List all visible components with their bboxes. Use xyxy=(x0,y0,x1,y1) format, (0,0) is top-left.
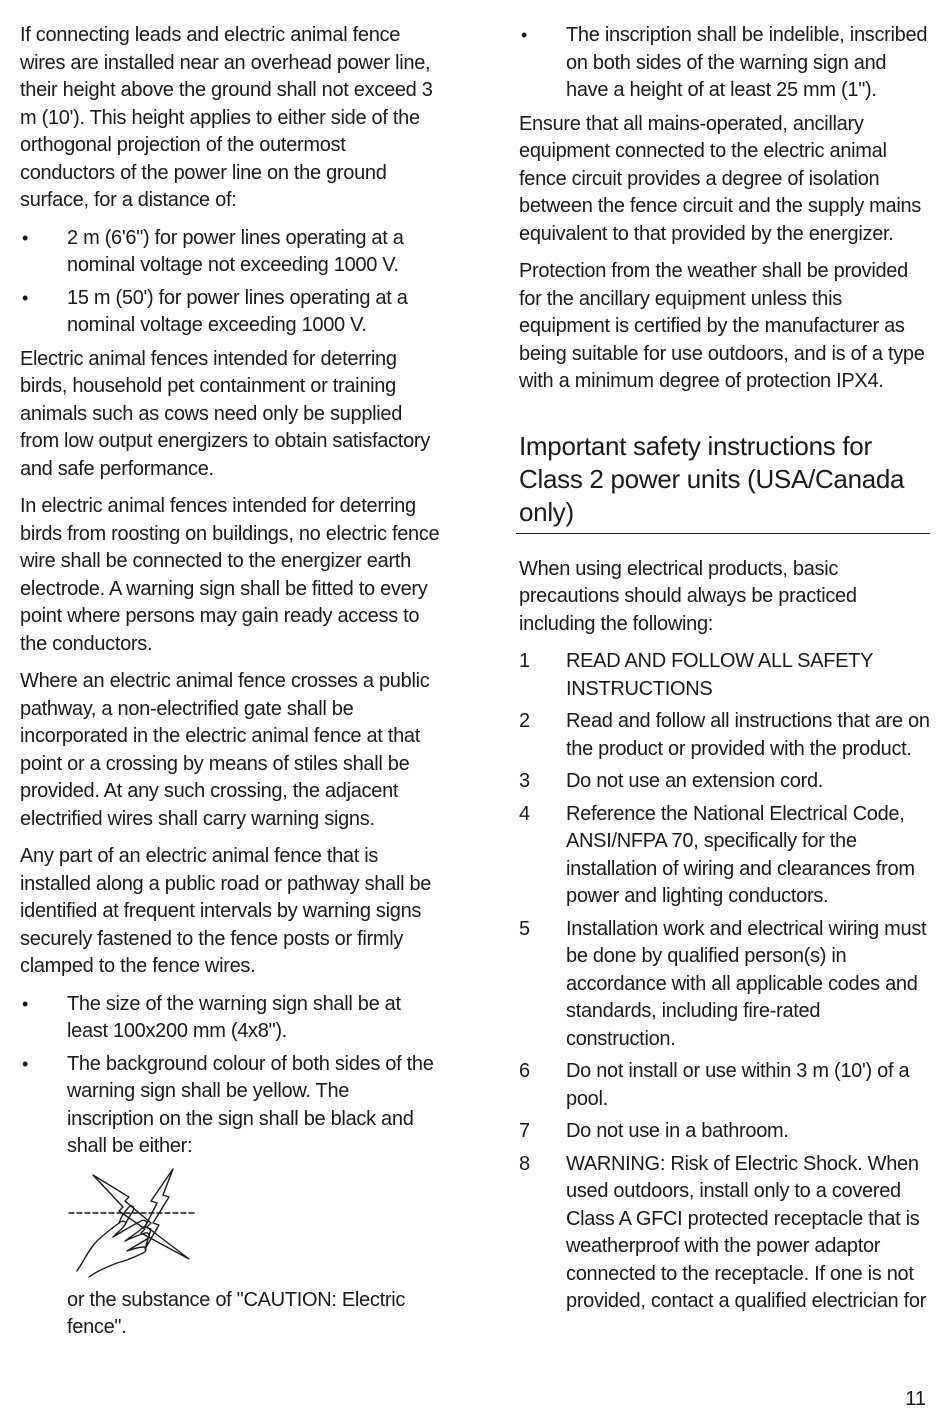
weather-protection-paragraph: Protection from the weather shall be provided for the ancillary equipment unless this equipment is certified by the manufacturer as being suitable for use outdoors, and is of a type with a minimum degree of protection IPX4. xyxy=(519,260,925,392)
list-item: 1 READ AND FOLLOW ALL SAFETY INSTRUCTIONS xyxy=(519,650,873,700)
isolation-paragraph: Ensure that all mains-operated, ancillary equipment connected to the electric animal fence circuit provides a degree of isolation between the fence circuit and the supply mains equivalent to that provided by the energizer. xyxy=(519,112,922,245)
list-item: • The size of the warning sign shall be at least 100x200 mm (4x8"). xyxy=(20,991,440,1046)
public-pathway-paragraph: Where an electric animal fence crosses a public pathway, a non-electrified gate shall be incorporated in the electric animal fence at that point or a crossing by means of stiles shall be provided. At any such crossing, the adjacent electrified wires shall carry warning signs. xyxy=(20,670,430,830)
precautions-intro: When using electrical products, basic precautions should always be practiced including the following: xyxy=(519,557,857,635)
distance-list xyxy=(20,225,440,340)
list-item: • The background colour of both sides of the warning sign shall be yellow. The inscription on the sign shall be black and shall be either: xyxy=(20,1051,440,1161)
list-item: 8 WARNING: Risk of Electric Shock. When used outdoors, install only to a covered Class A GFCI protected receptacle that is weatherproof with the power adaptor connected to the receptacle. If one is not provided, contact a qualified electrician for xyxy=(519,1152,927,1312)
electric-fence-warning-icon xyxy=(67,1167,440,1279)
list-item: 7 Do not use in a bathroom. xyxy=(519,1120,789,1142)
public-road-paragraph: Any part of an electric animal fence that is installed along a public road or pathway shall be identified at frequent intervals by warning signs securely fastened to the fence posts or firmly clamped to the fence wires. xyxy=(20,845,432,977)
list-item: 5 Installation work and electrical wiring must be done by qualified person(s) in accordance with all applicable codes and standards, including fire-rated construction. xyxy=(519,917,927,1050)
list-item: • The inscription shall be indelible, inscribed on both sides of the warning sign and have a height of at least 25 mm (1"). xyxy=(519,22,931,105)
inscription-list xyxy=(519,22,931,105)
heading-divider xyxy=(516,533,930,534)
low-output-paragraph: Electric animal fences intended for deterring birds, household pet containment or training animals such as cows need only be supplied from low output energizers to obtain satisfactory and safe performance. xyxy=(20,347,430,480)
list-item: 3 Do not use an extension cord. xyxy=(519,770,824,792)
list-item: 4 Reference the National Electrical Code, ANSI/NFPA 70, specifically for the installation of wiring and clearances from power and lighting conductors. xyxy=(519,802,915,907)
list-item: • 2 m (6'6") for power lines operating at a nominal voltage not exceeding 1000 V. xyxy=(20,225,440,280)
warning-sign-list xyxy=(20,991,440,1161)
list-item: 6 Do not install or use within 3 m (10') of a pool. xyxy=(519,1060,910,1110)
left-column xyxy=(20,22,440,1352)
safety-instructions-list xyxy=(519,648,931,1316)
right-column xyxy=(519,22,931,1321)
page-number: 11 xyxy=(905,1388,926,1410)
list-item: • 15 m (50') for power lines operating at a nominal voltage exceeding 1000 V. xyxy=(20,285,440,340)
bird-deterrent-paragraph: In electric animal fences intended for deterring birds from roosting on buildings, no electric fence wire shall be connected to the energizer earth electrode. A warning sign shall be fitted to every point where persons may gain ready access to the conductors. xyxy=(20,495,440,655)
caution-text: or the substance of "CAUTION: Electric fence". xyxy=(67,1288,406,1338)
list-item: 2 Read and follow all instructions that are on the product or provided with the product. xyxy=(519,710,930,760)
section-heading: Important safety instructions for Class 2 power units (USA/Canada only) xyxy=(519,430,905,527)
overhead-line-paragraph: If connecting leads and electric animal fence wires are installed near an overhead power line, their height above the ground shall not exceed 3 m (10'). This height applies to either side of the orthogonal projection of the outermost conductors of the power line on the ground surface, for a distance of: xyxy=(20,24,433,211)
